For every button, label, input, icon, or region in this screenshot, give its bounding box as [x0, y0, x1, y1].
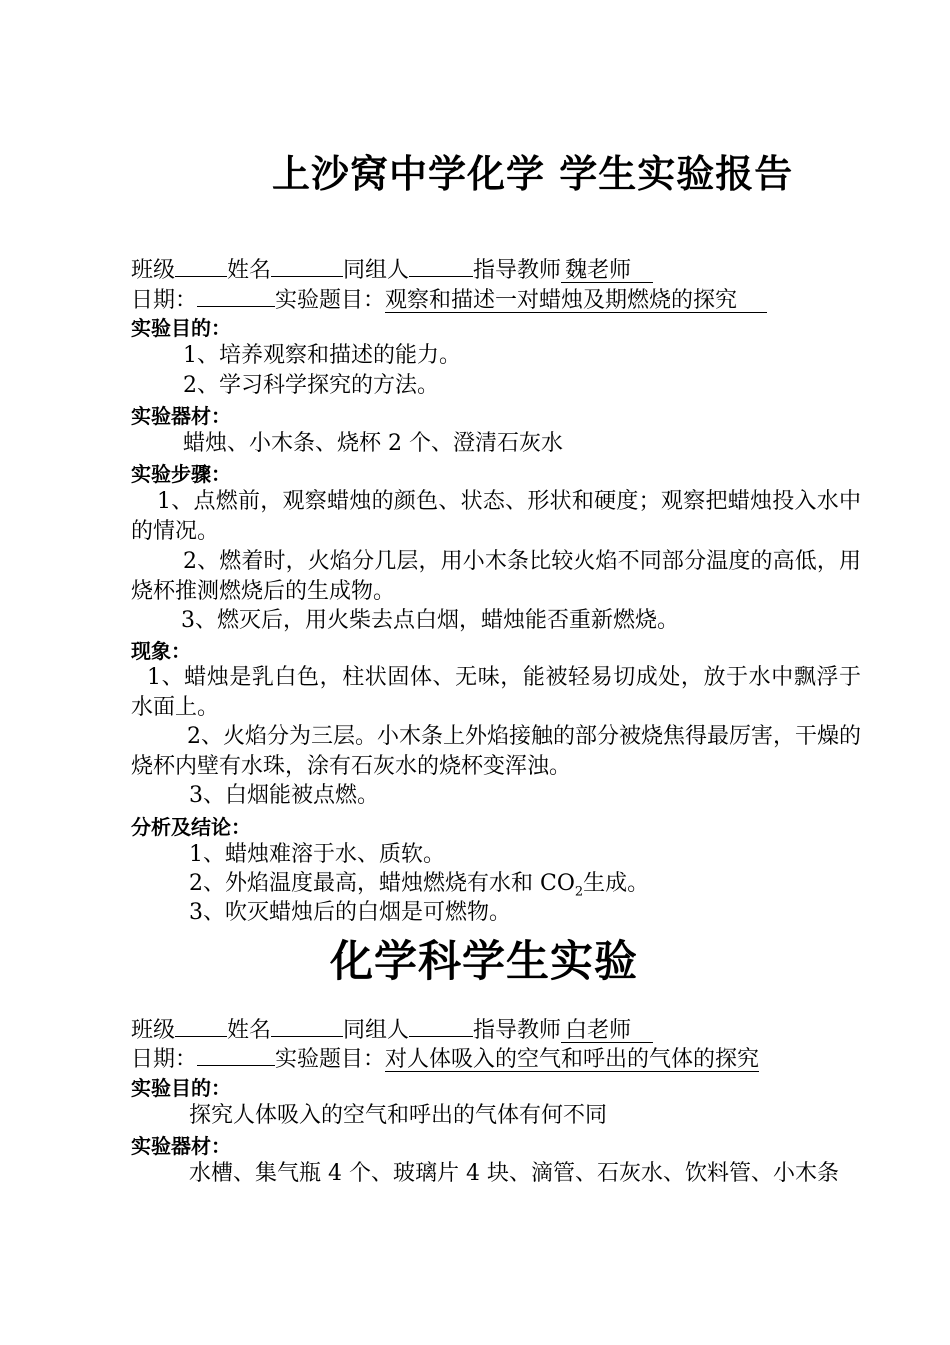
- topic-value: 对人体吸入的空气和呼出的气体的探究: [385, 1047, 760, 1072]
- date-label: 日期：: [131, 1047, 198, 1072]
- report2-date-row: [131, 1043, 759, 1075]
- name-blank: [271, 254, 343, 277]
- step-item: 3、燃灭后，用火柴去点白烟，蜡烛能否重新燃烧。: [181, 608, 679, 633]
- conclusion-item: 3、吹灭蜡烛后的白烟是可燃物。: [189, 900, 511, 925]
- teacher-value: 白老师: [565, 1018, 632, 1043]
- class-blank: [175, 254, 227, 277]
- group-blank: [409, 1014, 473, 1037]
- class-blank: [175, 1014, 227, 1037]
- report2-title: 化学科学生实验: [330, 937, 638, 987]
- materials-heading: 实验器材：: [131, 404, 231, 428]
- topic-label: 实验题目：: [275, 288, 386, 313]
- report2-info-row: [131, 1014, 653, 1046]
- report1-info-row: [131, 254, 653, 286]
- conclusion-item: 1、蜡烛难溶于水、质软。: [189, 842, 445, 867]
- class-label: 班级: [131, 258, 176, 283]
- class-label: 班级: [131, 1018, 176, 1043]
- topic-label: 实验题目：: [275, 1047, 386, 1072]
- teacher-label: 指导教师: [473, 1018, 562, 1043]
- report1-title: 上沙窝中学化学 学生实验报告: [272, 152, 794, 196]
- date-label: 日期：: [131, 288, 198, 313]
- topic-value: 观察和描述一对蜡烛及期燃烧的探究: [385, 288, 738, 313]
- report1-date-row: [131, 284, 767, 316]
- conclusion-item: 2、外焰温度最高，蜡烛燃烧有水和 $CO_2$生成。: [189, 871, 650, 900]
- group-label: 同组人: [343, 1018, 410, 1043]
- purpose-item: 探究人体吸入的空气和呼出的气体有何不同: [189, 1103, 608, 1128]
- purpose-item: 2、学习科学探究的方法。: [183, 373, 439, 398]
- name-blank: [271, 1014, 343, 1037]
- teacher-value: 魏老师: [565, 258, 632, 283]
- name-label: 姓名: [227, 258, 272, 283]
- purpose-heading: 实验目的：: [131, 1076, 231, 1100]
- phenomenon-item: 2、火焰分为三层。小木条上外焰接触的部分被烧焦得最厉害，干燥的烧杯内壁有水珠，涂有石灰水的烧杯变浑浊。: [131, 724, 861, 779]
- date-blank: [197, 284, 275, 307]
- group-blank: [409, 254, 473, 277]
- steps-heading: 实验步骤：: [131, 462, 231, 486]
- phenomenon-item: 1、蜡烛是乳白色，柱状固体、无味，能被轻易切成处，放于水中飘浮于水面上。: [131, 665, 861, 720]
- phenomenon-item: 3、白烟能被点燃。: [189, 783, 379, 808]
- materials-list: 水槽、集气瓶 4 个、玻璃片 4 块、滴管、石灰水、饮料管、小木条: [189, 1161, 839, 1186]
- materials-list: 蜡烛、小木条、烧杯 2 个、澄清石灰水: [183, 431, 563, 456]
- name-label: 姓名: [227, 1018, 272, 1043]
- phenomena-heading: 现象：: [131, 639, 191, 663]
- conclusion-heading: 分析及结论：: [131, 815, 251, 839]
- teacher-label: 指导教师: [473, 258, 562, 283]
- purpose-item: 1、培养观察和描述的能力。: [183, 343, 461, 368]
- step-item: 1、点燃前，观察蜡烛的颜色、状态、形状和硬度；观察把蜡烛投入水中的情况。: [131, 489, 861, 544]
- date-blank: [197, 1043, 275, 1066]
- step-item: 2、燃着时，火焰分几层，用小木条比较火焰不同部分温度的高低，用烧杯推测燃烧后的生成物。: [131, 549, 861, 604]
- purpose-heading: 实验目的：: [131, 316, 231, 340]
- group-label: 同组人: [343, 258, 410, 283]
- materials-heading: 实验器材：: [131, 1134, 231, 1158]
- subscript: 2: [574, 884, 584, 900]
